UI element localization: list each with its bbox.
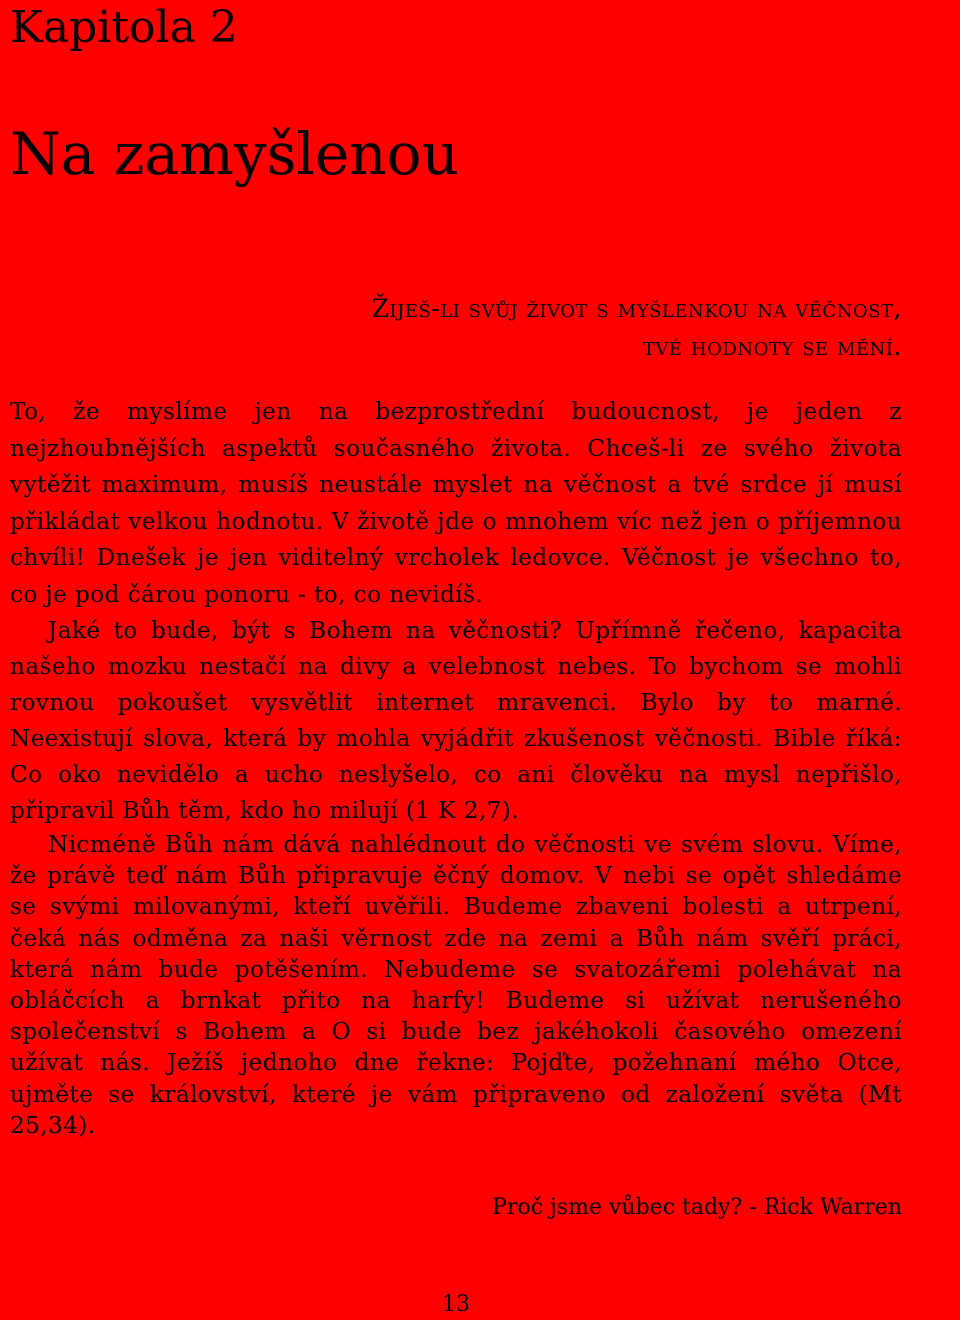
document-page	[10, 0, 902, 1320]
chapter-label: Kapitola 2	[10, 2, 238, 53]
page-number: 13	[442, 1292, 470, 1317]
body-text	[10, 394, 902, 1141]
chapter-title: Na zamyšlenou	[10, 120, 459, 188]
epigraph-line-2: tvé hodnoty se mění.	[642, 332, 902, 361]
paragraph-1: To, že myslíme jen na bezprostřední budoucnost, je jeden z nejzhoubnějších aspektů současného života. Chceš-li ze svého života vytěžit maximum, musíš neustále myslet na věčnost a tvé srdce jí musí přikládat velkou hodnotu. V životě jde o mnohem víc než jen o příjemnou chvíli! Dnešek je jen viditelný vrcholek ledovce. Věčnost je všechno to, co je pod čárou ponoru - to, co nevidíš.	[10, 398, 902, 608]
epigraph-line-1: Žiješ-li svůj život s myšlenkou na věčnost,	[371, 294, 902, 323]
epigraph	[372, 290, 902, 366]
paragraph-2: Jaké to bude, být s Bohem na věčnosti? Upřímně řečeno, kapacita našeho mozku nestačí na divy a velebnost nebes. To bychom se mohli rovnou pokoušet vysvětlit internet mravenci. Bylo by to marné. Neexistují slova, která by mohla vyjádřit zkušenost věčnosti. Bible říká: Co oko nevidělo a ucho neslyšelo, co ani člověku na mysl nepřišlo, připravil Bůh těm, kdo ho milují (1 K 2,7).	[10, 617, 902, 824]
paragraph-3: Nicméně Bůh nám dává nahlédnout do věčnosti ve svém slovu. Víme, že právě teď nám Bůh připravuje ěčný domov. V nebi se opět shledáme se svými milovanými, kteří uvěřili. Budeme zbaveni bolesti a utrpení, čeká nás odměna za naši věrnost zde na zemi a Bůh nám svěří práci, která nám bude potěšením. Nebudeme se svatozářemi polehávat na obláčcích a brnkat přito na harfy! Budeme si užívat nerušeného společenství s Bohem a O si bude bez jakéhokoli časového omezení užívat nás. Ježíš jednoho dne řekne: Pojďte, požehnaní mého Otce, ujměte se království, které je vám připraveno od založení světa (Mt 25,34).	[10, 831, 902, 1139]
source-citation: Proč jsme vůbec tady? - Rick Warren	[492, 1195, 902, 1220]
